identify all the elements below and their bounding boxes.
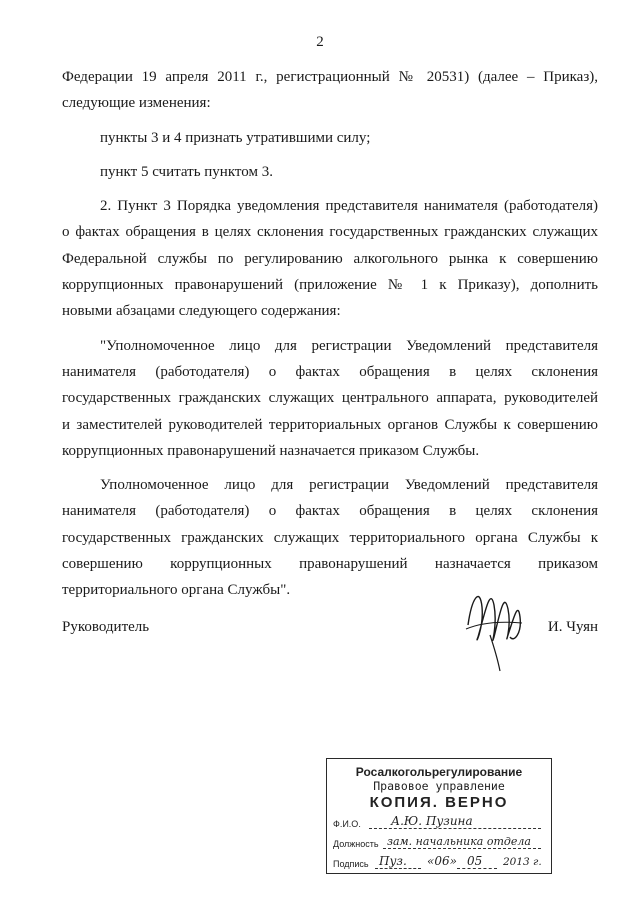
stamp-organization: Росалкогольрегулирование	[355, 765, 523, 779]
stamp-fio-label: Ф.И.О.	[333, 819, 361, 829]
paragraph-line: государственных гражданских служащих территориального органа Службы к	[62, 529, 598, 546]
paragraph-line: новыми абзацами следующего содержания:	[62, 303, 341, 320]
paragraph-line: пункт 5 считать пунктом 3.	[100, 163, 273, 180]
paragraph-line: пункты 3 и 4 признать утратившими силу;	[100, 129, 371, 146]
stamp-month-line	[457, 868, 497, 869]
page-number: 2	[316, 34, 324, 50]
paragraph-line: следующие изменения:	[62, 95, 211, 112]
signatory-role: Руководитель	[62, 619, 150, 635]
stamp-date-day: «06»	[427, 854, 457, 868]
paragraph-line: коррупционных правонарушений назначается приказом Службы.	[62, 442, 480, 459]
certified-copy-stamp	[326, 758, 552, 874]
paragraph-line: Федерации 19 апреля 2011 г., регистрационный № 20531) (далее – Приказ),	[62, 69, 598, 85]
stamp-fio-line	[369, 828, 541, 829]
paragraph-line: территориального органа Службы".	[62, 582, 291, 599]
paragraph-line: о фактах обращения в целях склонения государственных гражданских служащих	[62, 224, 598, 241]
stamp-date-month: 05	[467, 854, 483, 868]
stamp-row-signature	[327, 852, 551, 872]
stamp-signature-label: Подпись	[333, 859, 369, 869]
handwritten-signature-icon	[460, 577, 532, 673]
signatory-name: И. Чуян	[547, 619, 598, 635]
paragraph-line: нанимателя (работодателя) о фактах обращения в целях склонения	[62, 363, 598, 380]
stamp-row-position	[327, 832, 551, 852]
paragraph-line: коррупционных правонарушений (приложение № 1 к Приказу), дополнить	[62, 277, 598, 294]
paragraph-line: "Уполномоченное лицо для регистрации Уведомлений представителя	[100, 337, 598, 354]
stamp-date-year: 2013 г.	[503, 856, 542, 868]
stamp-fio-value: А.Ю. Пузина	[391, 814, 473, 828]
paragraph-line: 2. Пункт 3 Порядка уведомления представителя нанимателя (работодателя)	[100, 198, 598, 215]
paragraph-line: совершению коррупционных правонарушений назначается приказом	[62, 556, 598, 573]
stamp-department: Правовое управление	[373, 779, 505, 793]
stamp-position-value: зам. начальника отдела	[387, 835, 531, 848]
paragraph-line: Федеральной службы по регулированию алкогольного рынка к совершению	[62, 250, 598, 267]
body-text	[62, 64, 598, 604]
paragraph-line: государственных гражданских служащих центрального аппарата, руководителей	[62, 390, 598, 407]
signature-block	[62, 611, 598, 651]
stamp-title: КОПИЯ. ВЕРНО	[369, 794, 509, 811]
stamp-position-label: Должность	[333, 839, 379, 849]
stamp-position-line	[383, 848, 541, 849]
paragraph-line: Уполномоченное лицо для регистрации Уведомлений представителя	[100, 477, 598, 494]
paragraph-line: и заместителей руководителей территориальных органов Службы к совершению	[62, 416, 598, 433]
stamp-signature-line	[375, 868, 421, 869]
paragraph-line: нанимателя (работодателя) о фактах обращения в целях склонения	[62, 503, 598, 520]
stamp-signature-value: Пуз.	[379, 854, 407, 868]
stamp-row-fio	[327, 812, 551, 832]
